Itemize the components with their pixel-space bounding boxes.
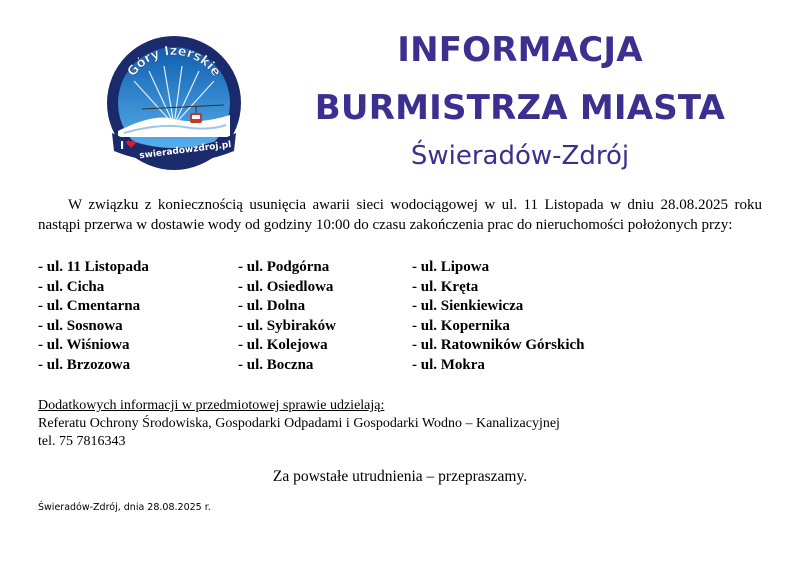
street-column-3 <box>412 258 585 376</box>
street-item: - ul. Brzozowa <box>38 356 131 373</box>
intro-paragraph: W związku z koniecznością usunięcia awarii sieci wodociągowej w ul. 11 Listopada w dniu 28.08.2025 roku nastąpi przerwa w dostawie wody od godziny 10:00 do czasu zakończenia prac do nieruchomości położonych przy: <box>38 197 762 233</box>
street-item: - ul. Sosnowa <box>38 317 123 334</box>
contact-info <box>38 397 560 451</box>
street-item: - ul. Sienkiewicza <box>412 298 524 315</box>
contact-office: Referatu Ochrony Środowiska, Gospodarki Odpadami i Gospodarki Wodno – Kanalizacyjnej <box>38 416 560 431</box>
street-item: - ul. Dolna <box>238 298 306 315</box>
street-item: - ul. Boczna <box>238 356 314 373</box>
street-item: - ul. Mokra <box>412 356 485 373</box>
street-item: - ul. Podgórna <box>238 259 330 275</box>
gory-izerskie-logo <box>104 33 244 173</box>
street-item: - ul. Osiedlowa <box>238 278 334 295</box>
street-item: - ul. Kręta <box>412 278 479 295</box>
logo-i-letter: I <box>120 139 125 152</box>
contact-info-title: Dodatkowych informacji w przedmiotowej sprawie udzielają: <box>38 398 385 413</box>
street-item: - ul. Lipowa <box>412 259 490 275</box>
contact-phone: tel. 75 7816343 <box>38 434 126 449</box>
street-item: - ul. Cmentarna <box>38 298 141 315</box>
street-item: - ul. Kopernika <box>412 317 510 334</box>
date-place-footer: Świeradów-Zdrój, dnia 28.08.2025 r. <box>38 502 211 513</box>
street-item: - ul. Kolejowa <box>238 337 328 354</box>
apology-text: Za powstałe utrudnienia – przepraszamy. <box>272 468 528 485</box>
street-column-2 <box>238 258 336 376</box>
street-item: - ul. Cicha <box>38 278 105 295</box>
street-item: - ul. Sybiraków <box>238 317 336 334</box>
street-item: - ul. Wiśniowa <box>38 337 130 354</box>
street-column-1 <box>38 258 149 376</box>
title-city: Świeradów-Zdrój <box>410 141 630 171</box>
street-item: - ul. 11 Listopada <box>38 259 149 275</box>
title-line-1: INFORMACJA <box>397 30 643 70</box>
title-line-2: BURMISTRZA MIASTA <box>314 88 726 128</box>
logo-arc-text: Góry Izerskie <box>124 43 224 80</box>
logo-banner-text: swieradowzdroj.pl <box>138 140 232 162</box>
street-item: - ul. Ratowników Górskich <box>412 337 585 354</box>
